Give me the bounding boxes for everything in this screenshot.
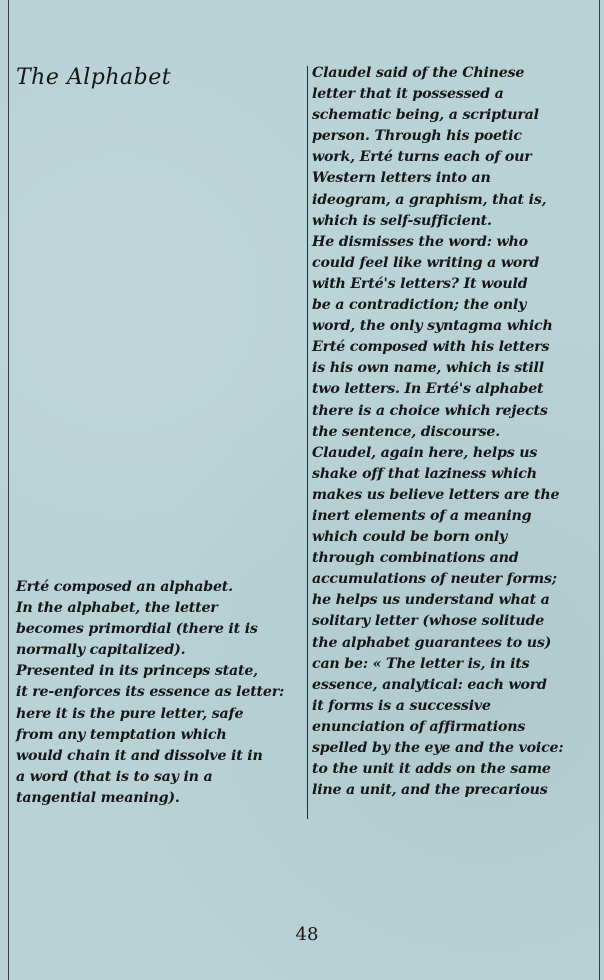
text-line: He dismisses the word: who xyxy=(312,233,528,250)
text-line: essence, analytical: each word xyxy=(312,676,547,693)
text-line: which could be born only xyxy=(312,529,508,546)
text-line: work, Erté turns each of our xyxy=(312,149,532,166)
text-line: shake off that laziness which xyxy=(312,465,537,482)
text-line: from any temptation which xyxy=(16,726,227,743)
page-right-edge xyxy=(599,0,600,980)
text-line: with Erté's letters? It would xyxy=(312,275,528,292)
text-line: Erté composed with his letters xyxy=(312,339,550,356)
text-line: be a contradiction; the only xyxy=(312,297,527,314)
text-line: word, the only syntagma which xyxy=(312,318,553,335)
page-left-edge xyxy=(8,0,9,980)
text-line: spelled by the eye and the voice: xyxy=(312,740,564,756)
text-line: Claudel said of the Chinese xyxy=(312,65,525,81)
text-line: there is a choice which rejects xyxy=(312,402,548,419)
page-title: The Alphabet xyxy=(16,65,172,90)
text-line: In the alphabet, the letter xyxy=(16,600,218,617)
left-column-text xyxy=(16,577,284,809)
text-line: could feel like writing a word xyxy=(312,254,540,271)
text-line: he helps us understand what a xyxy=(312,592,550,609)
text-line: two letters. In Erté's alphabet xyxy=(312,381,544,398)
text-line: is his own name, which is still xyxy=(312,360,544,377)
text-line: the alphabet guarantees to us) xyxy=(312,634,552,651)
text-line: would chain it and dissolve it in xyxy=(16,747,263,764)
text-line: here it is the pure letter, safe xyxy=(16,705,244,722)
text-line: enunciation of affirmations xyxy=(312,718,526,735)
text-line: the sentence, discourse. xyxy=(312,423,500,440)
text-line: Erté composed an alphabet. xyxy=(16,579,233,595)
text-line: schematic being, a scriptural xyxy=(312,107,539,124)
text-line: letter that it possessed a xyxy=(312,86,504,103)
text-line: it re-enforces its essence as letter: xyxy=(16,684,285,701)
text-line: inert elements of a meaning xyxy=(312,507,532,524)
right-column-text xyxy=(312,63,563,801)
text-line: it forms is a successive xyxy=(312,697,491,714)
text-line: solitary letter (whose solitude xyxy=(312,613,545,630)
text-line: which is self-sufficient. xyxy=(312,212,492,229)
text-line: Western letters into an xyxy=(312,170,491,187)
text-line: Presented in its princeps state, xyxy=(16,663,258,680)
text-line: Claudel, again here, helps us xyxy=(312,444,538,461)
column-divider xyxy=(307,66,308,819)
text-line: tangential meaning). xyxy=(16,789,180,806)
text-line: makes us believe letters are the xyxy=(312,486,560,503)
text-line: becomes primordial (there it is xyxy=(16,621,258,638)
text-line: through combinations and xyxy=(312,550,519,567)
text-line: can be: « The letter is, in its xyxy=(312,655,530,672)
text-line: accumulations of neuter forms; xyxy=(312,571,557,588)
text-line: person. Through his poetic xyxy=(312,128,522,145)
text-line: line a unit, and the precarious xyxy=(312,782,548,799)
text-line: ideogram, a graphism, that is, xyxy=(312,191,547,208)
text-line: to the unit it adds on the same xyxy=(312,761,551,778)
text-line: normally capitalized). xyxy=(16,642,186,659)
text-line: a word (that is to say in a xyxy=(16,768,213,785)
page-number: 48 xyxy=(295,924,319,945)
